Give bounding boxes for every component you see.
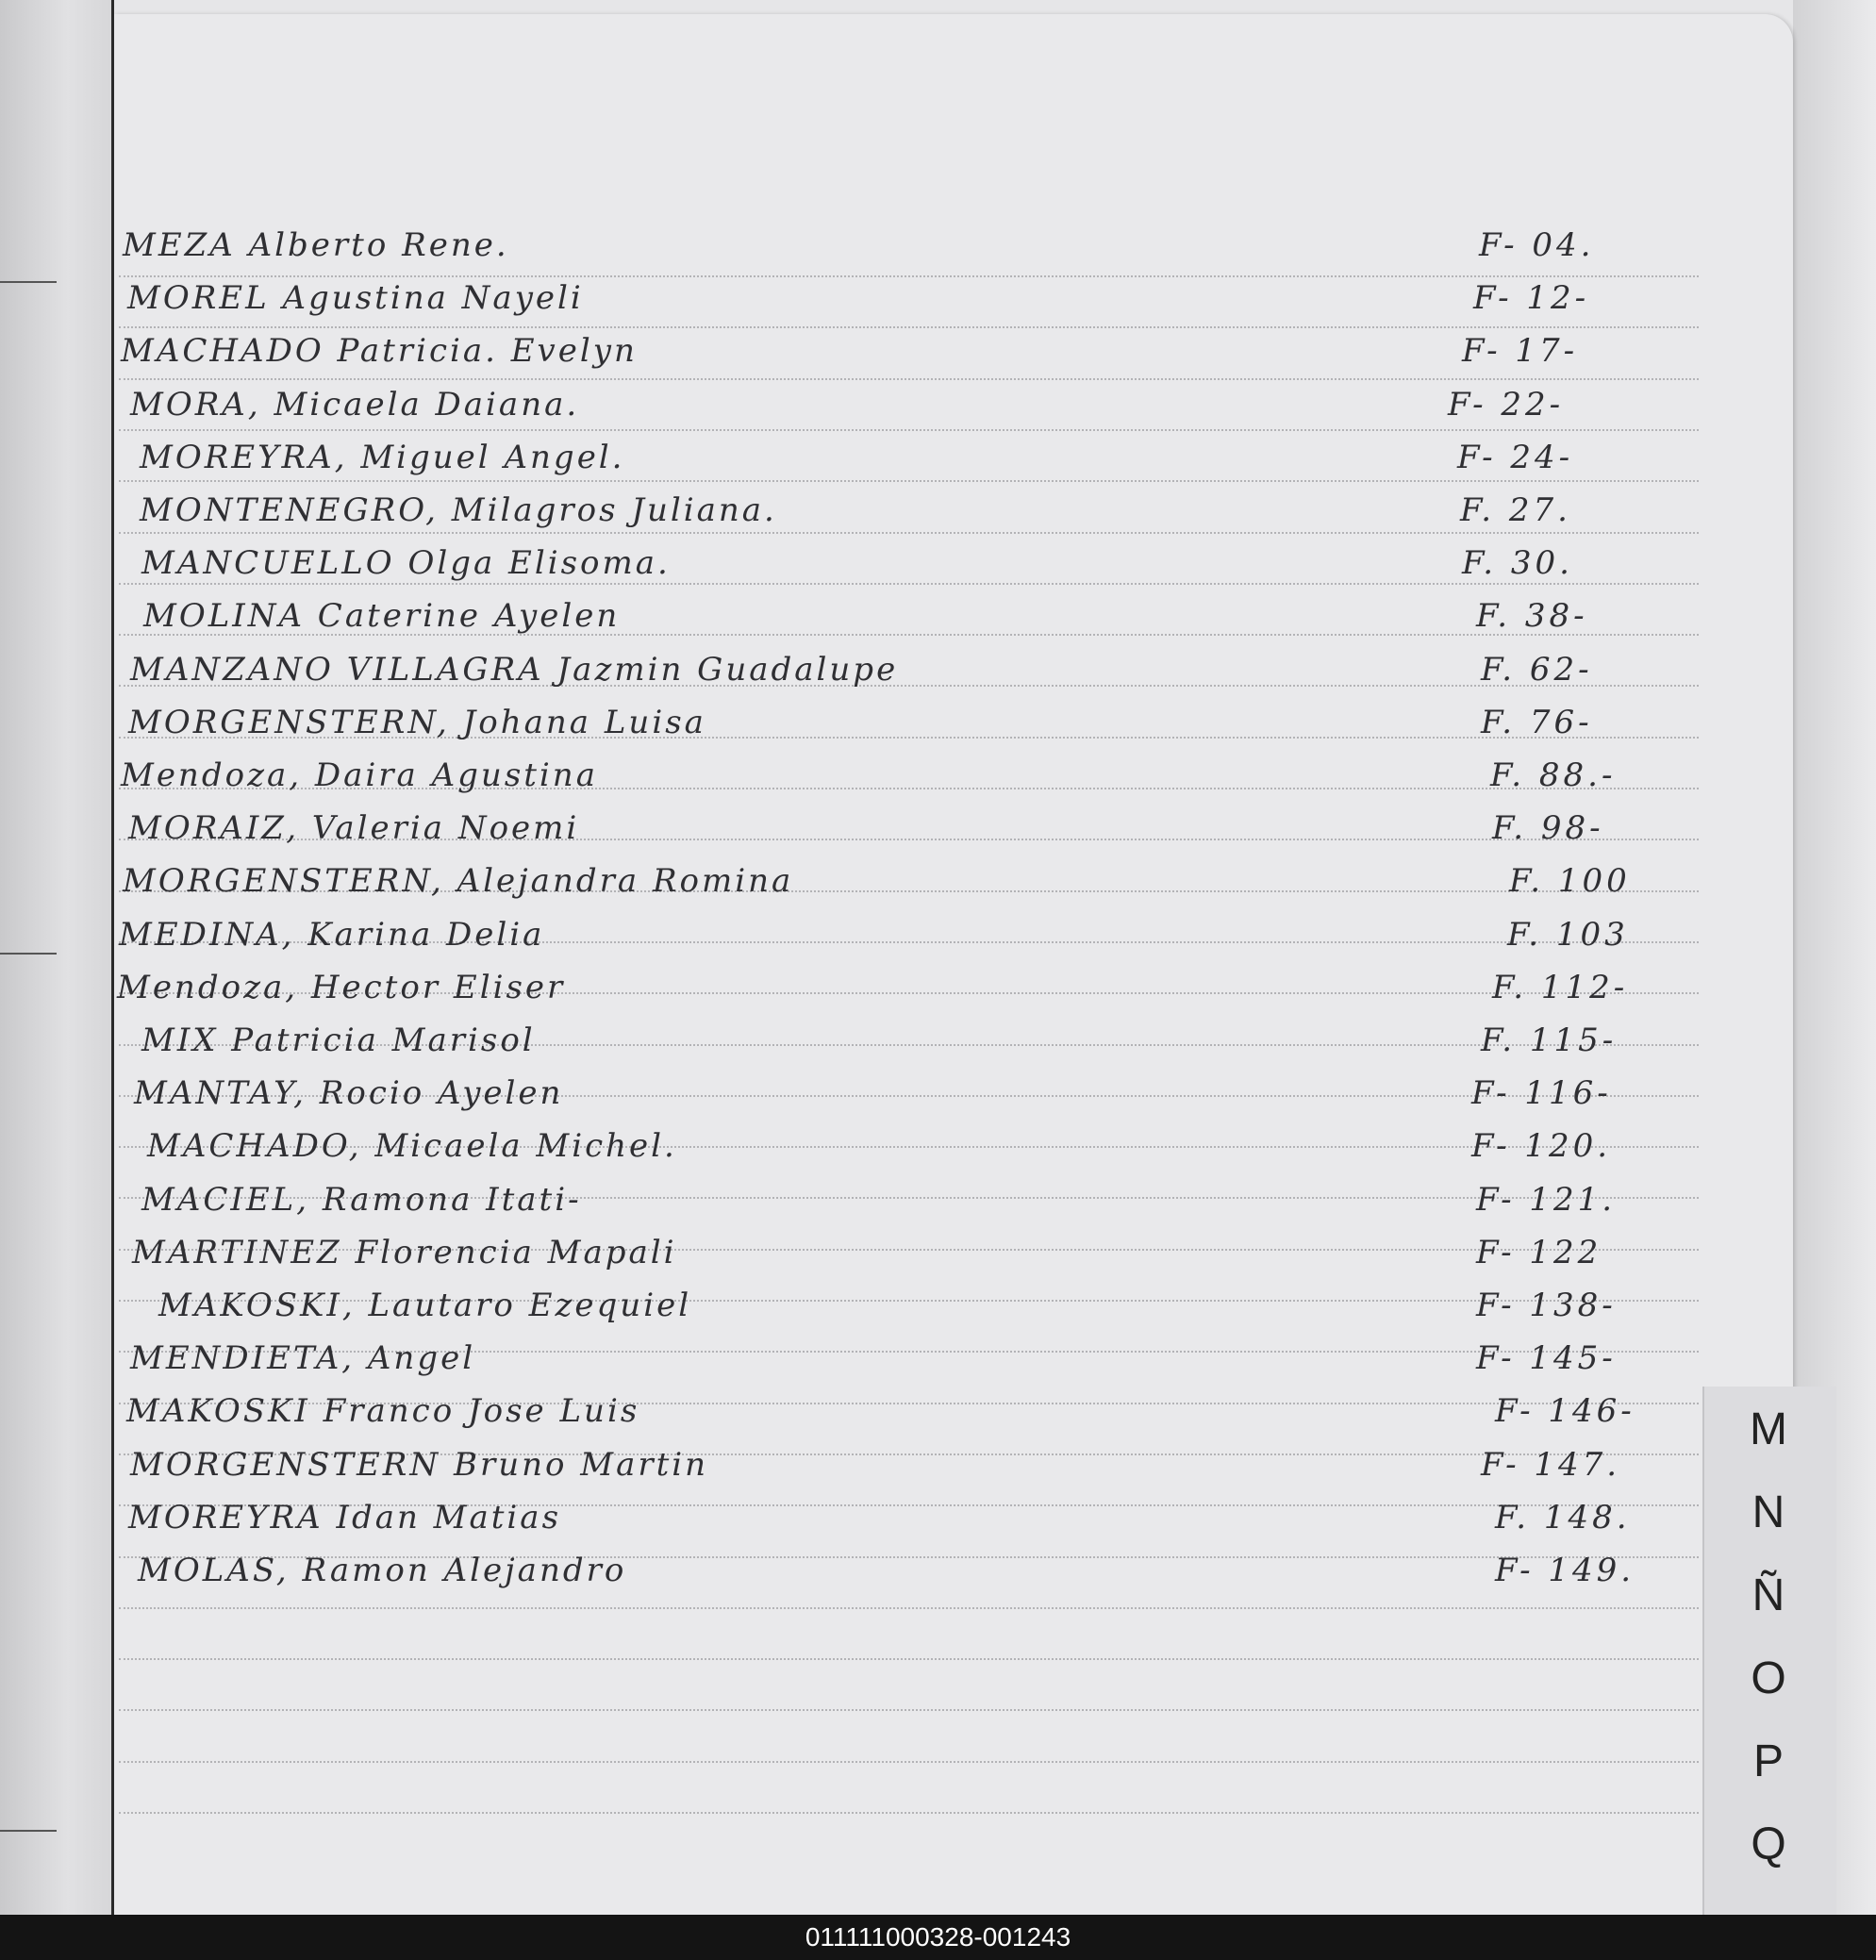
entry-folio: F. 62-: [1481, 650, 1593, 689]
ruled-line: [119, 378, 1699, 380]
binder-cover: [0, 0, 113, 1915]
entry-folio: F. 98-: [1492, 809, 1604, 848]
index-tab-letter: P: [1752, 1736, 1784, 1786]
entry-name: MARTINEZ Florencia Mapali: [132, 1233, 677, 1271]
entry-name: MOREL Agustina Nayeli: [127, 279, 584, 318]
entry-name: MORGENSTERN, Alejandra Romina: [123, 862, 794, 901]
entry-name: MEZA Alberto Rene.: [123, 226, 509, 264]
ruled-line: [119, 429, 1699, 431]
entry-name: MANZANO VILLAGRA Jazmin Guadalupe: [130, 650, 899, 689]
entry-name: MACIEL, Ramona Itati-: [141, 1180, 582, 1219]
ruled-line: [119, 1607, 1699, 1609]
entry-folio: F. 27.: [1460, 491, 1571, 529]
entry-name: MOLINA Caterine Ayelen: [143, 597, 621, 636]
entry-name: MANCUELLO Olga Elisoma.: [141, 544, 671, 583]
entry-name: MIX Patricia Marisol: [141, 1022, 536, 1059]
entry-name: MEDINA, Karina Delia: [119, 915, 545, 954]
ruled-line: [119, 1658, 1699, 1660]
index-tab-letter: Ñ: [1751, 1570, 1785, 1620]
ruled-line: [119, 1761, 1699, 1763]
entry-folio: F. 115-: [1481, 1022, 1618, 1059]
entry-folio: F. 38-: [1476, 597, 1588, 636]
entry-name: MORAIZ, Valeria Noemi: [128, 809, 580, 848]
index-tab-letter: N: [1751, 1487, 1785, 1537]
entry-folio: F- 120.: [1471, 1127, 1612, 1166]
ruled-line: [119, 275, 1699, 277]
entry-folio: F- 24-: [1457, 438, 1574, 476]
entry-folio: F- 122: [1476, 1233, 1602, 1271]
entry-folio: F. 76-: [1481, 703, 1593, 741]
entry-folio: F- 116-: [1471, 1074, 1612, 1113]
entry-name: MAKOSKI, Lautaro Ezequiel: [158, 1287, 692, 1324]
ruled-line: [119, 1709, 1699, 1711]
entry-name: MONTENEGRO, Milagros Juliana.: [140, 491, 777, 529]
entry-folio: F. 88.-: [1490, 756, 1617, 794]
index-tab-letter: M: [1750, 1404, 1787, 1454]
margin-line: [111, 0, 114, 1915]
entry-folio: F- 138-: [1476, 1287, 1617, 1324]
entry-folio: F- 04.: [1479, 226, 1595, 264]
entry-folio: F. 103: [1507, 915, 1629, 954]
entry-name: MENDIETA, Angel: [130, 1339, 476, 1378]
entry-folio: F- 149.: [1495, 1552, 1635, 1589]
entry-name: MORGENSTERN Bruno Martin: [130, 1445, 709, 1484]
entry-folio: F- 121.: [1476, 1180, 1617, 1219]
entry-name: Mendoza, Daira Agustina: [121, 756, 598, 794]
entry-name: Mendoza, Hector Eliser: [117, 968, 566, 1006]
entry-folio: F. 30.: [1462, 544, 1573, 583]
barcode-footer: 011111000328-001243: [0, 1915, 1876, 1960]
ruled-line: [119, 326, 1699, 328]
binder-mark: [0, 281, 57, 283]
ruled-line: [119, 583, 1699, 585]
ruled-line: [119, 532, 1699, 534]
entry-name: MACHADO Patricia. Evelyn: [121, 332, 638, 371]
binder-mark: [0, 953, 57, 955]
index-tab-letter: O: [1751, 1653, 1786, 1703]
entry-folio: F. 148.: [1495, 1498, 1631, 1536]
entry-folio: F- 22-: [1448, 385, 1565, 424]
entry-folio: F- 147.: [1481, 1445, 1621, 1484]
entry-name: MOLAS, Ramon Alejandro: [138, 1552, 627, 1589]
entry-name: MORA, Micaela Daiana.: [130, 385, 580, 424]
entry-name: MAKOSKI Franco Jose Luis: [126, 1392, 640, 1431]
binder-mark: [0, 1830, 57, 1832]
entry-name: MACHADO, Micaela Michel.: [147, 1127, 677, 1166]
entry-folio: F- 17-: [1462, 332, 1579, 371]
entry-name: MANTAY, Rocio Ayelen: [134, 1074, 564, 1113]
entry-folio: F. 112-: [1492, 968, 1629, 1006]
entry-name: MORGENSTERN, Johana Luisa: [128, 703, 706, 741]
entry-folio: F. 100: [1509, 862, 1631, 901]
ruled-line: [119, 480, 1699, 482]
ruled-line: [119, 1812, 1699, 1814]
entry-name: MOREYRA, Miguel Angel.: [140, 438, 625, 476]
index-tab-letter: Q: [1751, 1819, 1786, 1869]
entry-name: MOREYRA Idan Matias: [128, 1498, 562, 1536]
entry-folio: F- 12-: [1473, 279, 1590, 318]
entry-folio: F- 146-: [1495, 1392, 1635, 1431]
entry-folio: F- 145-: [1476, 1339, 1617, 1378]
